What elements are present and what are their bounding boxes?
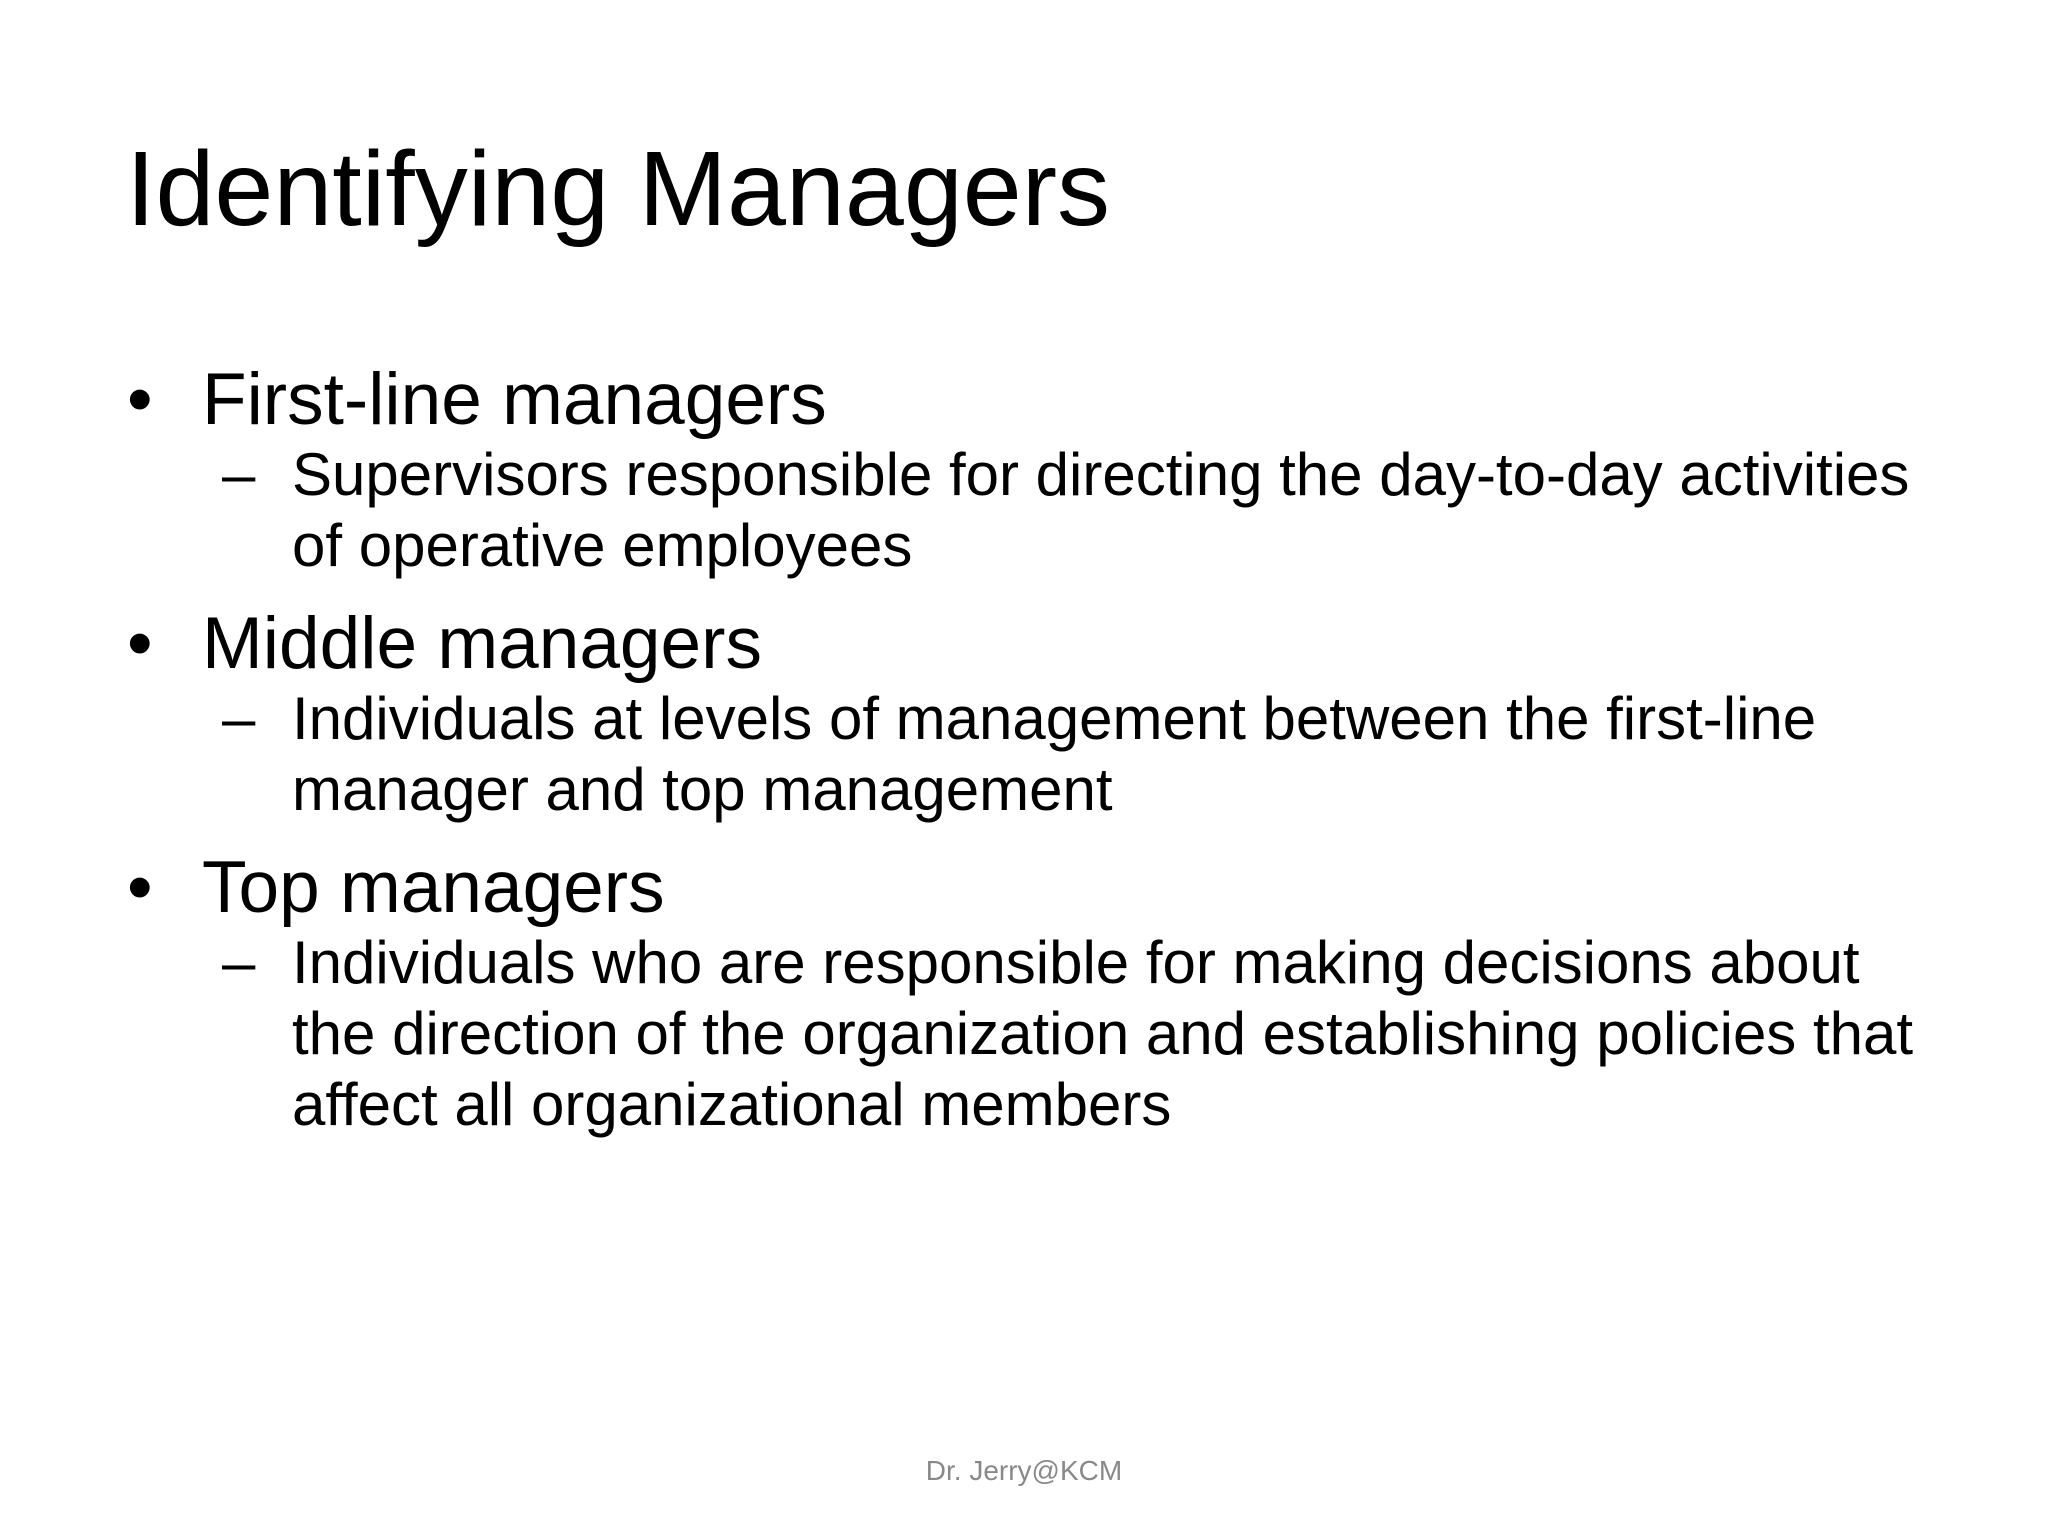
sub-bullet-item — [122, 684, 1962, 826]
slide-title: Identifying Managers — [126, 130, 1111, 248]
bullet-item-middle — [122, 604, 1962, 684]
dash-icon: – — [222, 929, 256, 997]
sub-bullet-item — [122, 928, 1962, 1140]
slide-footer: Dr. Jerry@KCM — [925, 1455, 1123, 1486]
bullet-icon: • — [127, 359, 153, 440]
bullet-list — [122, 360, 1962, 1140]
sub-bullet-item — [122, 440, 1962, 582]
dash-icon: – — [222, 685, 256, 753]
sub-bullet-text: Individuals who are responsible for making decisions about the direction of the organization and establishing policies that affect all organizational members — [292, 929, 1914, 1138]
bullet-item-top — [122, 848, 1962, 928]
bullet-heading: Middle managers — [202, 602, 762, 684]
bullet-icon: • — [127, 846, 153, 928]
sub-bullet-text: Individuals at levels of management between the first-line manager and top management — [292, 685, 1817, 823]
bullet-icon: • — [127, 602, 153, 684]
bullet-item-first-line — [122, 360, 1962, 440]
bullet-heading: First-line managers — [202, 359, 827, 440]
bullet-heading: Top managers — [202, 846, 665, 928]
sub-bullet-text: Supervisors responsible for directing the day-to-day activities of operative employees — [292, 441, 1910, 580]
dash-icon: – — [222, 441, 256, 509]
